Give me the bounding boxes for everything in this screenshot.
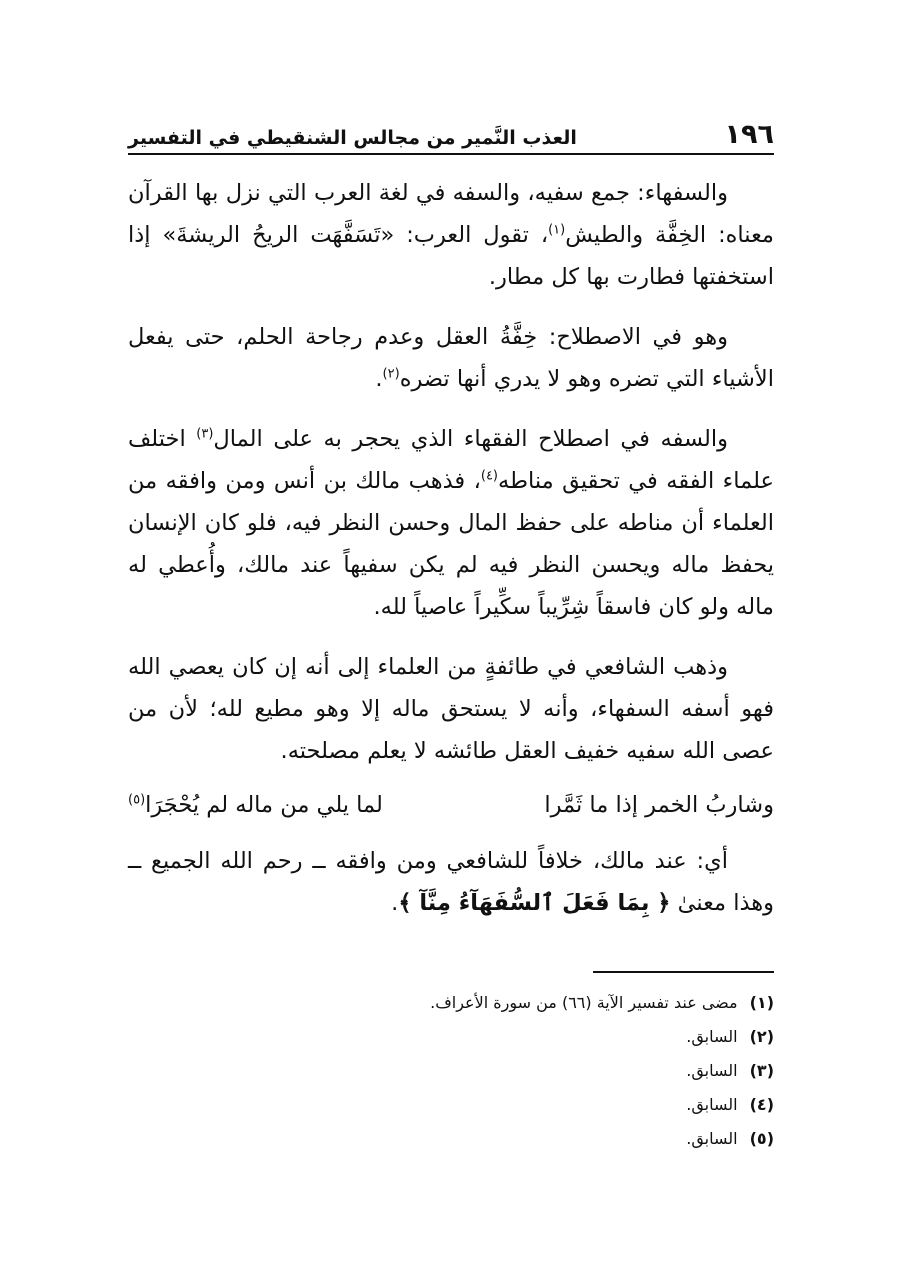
paragraph-text: . [375,366,383,392]
footnote-number: (٢) [749,1027,774,1046]
verse-second-hemistich [128,784,383,826]
footnote-item [128,986,774,1020]
footnote-text: السابق. [686,1061,738,1080]
paragraph-text: والسفهاء: جمع سفيه، والسفه في لغة العرب التي نزل بها القرآن معناه: الخِفَّة والطيش [128,180,774,248]
footnote-item [128,1054,774,1088]
paragraph-text: . [391,890,399,916]
quran-quote: ﴿ بِمَا فَعَلَ ٱلسُّفَهَآءُ مِنَّآ ﴾ [398,890,671,916]
footnote-text: السابق. [686,1129,738,1148]
footnote-text: السابق. [686,1027,738,1046]
footnote-text: السابق. [686,1095,738,1114]
paragraph-text: اختلف علماء الفقه في تحقيق مناطه [128,426,774,494]
footnote-number: (٥) [749,1129,774,1148]
paragraph-text: وهو في الاصطلاح: خِفَّةُ العقل وعدم رجاحة الحلم، حتى يفعل الأشياء التي تضره وهو لا يدري أنها تضره [128,324,774,392]
paragraph-shafii-view [128,646,774,772]
verse-first-hemistich: وشاربُ الخمر إذا ما ثَمَّرا [544,792,774,818]
header-rule [128,153,774,155]
footnote-text: مضى عند تفسير الآية (٦٦) من سورة الأعراف. [430,993,738,1012]
footnote-ref-4[interactable]: (٤) [480,468,498,484]
paragraph-closing [128,840,774,924]
running-header [128,108,774,148]
footnote-ref-5[interactable]: (٥) [128,792,146,808]
page-number: ١٩٦ [724,119,774,150]
paragraph-text: أي: عند مالك، خلافاً للشافعي ومن وافقه ــ رحم الله الجميع ــ وهذا معنىٰ [128,848,774,916]
footnote-item [128,1122,774,1156]
footnote-ref-1[interactable]: (١) [548,222,566,238]
footnote-number: (٤) [749,1095,774,1114]
paragraph-text: ، تقول العرب: «تَسَفَّهَت الريحُ الريشةَ» إذا استخفتها فطارت بها كل مطار. [128,222,774,290]
footnote-ref-3[interactable]: (٣) [196,426,214,442]
footnote-number: (٣) [749,1061,774,1080]
paragraph-text: وذهب الشافعي في طائفةٍ من العلماء إلى أنه إن كان يعصي الله فهو أسفه السفهاء، وأنه لا يستحق ماله إلا وهو مطيع لله؛ لأن من عصى الله سفيه خفيف العقل طائشه لا يعلم مصلحته. [128,654,774,764]
footnote-item [128,1088,774,1122]
footnote-number: (١) [749,993,774,1012]
paragraph-text: والسفه في اصطلاح الفقهاء الذي يحجر به على المال [213,426,729,452]
paragraph-juristic-view [128,418,774,628]
verse-second-text: لما يلي من ماله لم يُحْجَرَا [145,792,383,818]
footnote-ref-2[interactable]: (٢) [382,366,400,382]
running-title: العذب النَّمير من مجالس الشنقيطي في التفسير [128,127,577,149]
main-text [128,172,774,942]
footnote-item [128,1020,774,1054]
paragraph-definition-lexical [128,172,774,298]
poetry-verse [128,784,774,826]
footnote-separator [593,971,774,973]
paragraph-definition-technical [128,316,774,400]
footnotes [128,986,774,1156]
paragraph-text: ، فذهب مالك بن أنس ومن وافقه من العلماء أن مناطه على حفظ المال وحسن النظر فيه، فلو كان الإنسان يحفظ ماله ويحسن النظر فيه لم يكن سفيهاً عند مالك، وأُعطي له ماله ولو كان فاسقاً شِرِّيباً سكِّيراً عاصياً لله. [128,468,774,620]
